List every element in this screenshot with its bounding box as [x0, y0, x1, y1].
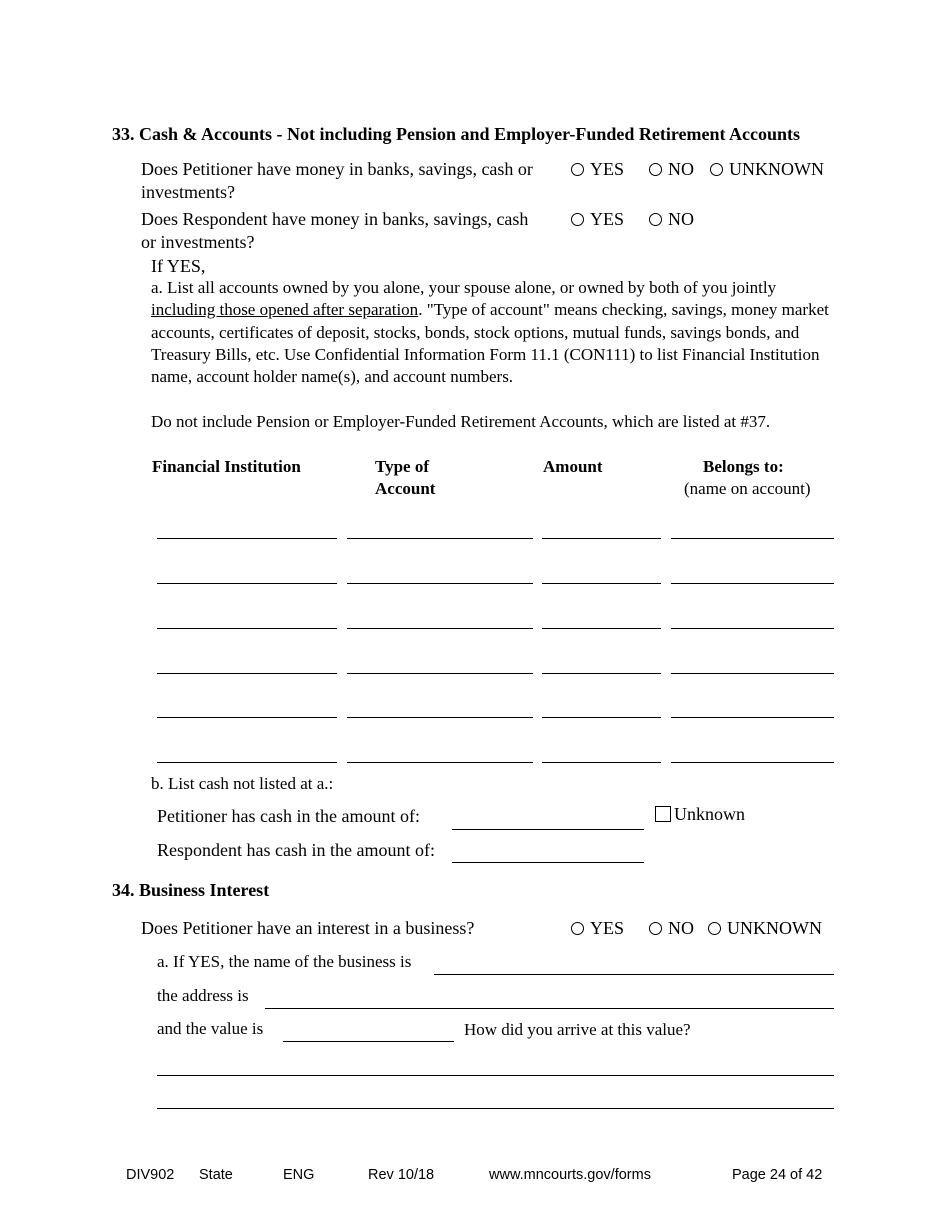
institution-field-1[interactable]	[157, 538, 337, 539]
section-33-heading: 33. Cash & Accounts - Not including Pension and Employer-Funded Retirement Accounts	[112, 124, 801, 144]
petitioner-cash-label: Petitioner has cash in the amount of:	[157, 806, 420, 826]
if-yes-label: If YES,	[151, 256, 206, 276]
col-type-line2: Account	[375, 479, 436, 498]
radio-label: YES	[590, 159, 625, 179]
type-field-5[interactable]	[347, 717, 533, 718]
type-field-1[interactable]	[347, 538, 533, 539]
radio-circle-icon	[649, 213, 662, 226]
amount-field-3[interactable]	[542, 628, 661, 629]
type-field-2[interactable]	[347, 583, 533, 584]
petitioner-money-question-line2: investments?	[141, 182, 235, 202]
footer-language: ENG	[283, 1167, 315, 1183]
respondent-money-question-line1: Does Respondent have money in banks, savings, cash	[141, 209, 529, 229]
institution-field-6[interactable]	[157, 762, 337, 763]
business-value-field[interactable]	[283, 1041, 454, 1042]
petitioner-money-no-radio[interactable]	[649, 158, 694, 180]
radio-label: UNKNOWN	[729, 159, 824, 179]
section-34-heading: 34. Business Interest	[112, 880, 270, 900]
radio-circle-icon	[708, 922, 721, 935]
amount-field-5[interactable]	[542, 717, 661, 718]
value-method-field-2[interactable]	[157, 1108, 834, 1109]
radio-label: YES	[590, 918, 625, 938]
respondent-money-no-radio[interactable]	[649, 208, 694, 230]
col-type-line1: Type of	[375, 457, 429, 476]
para-a-rest: . "Type of account" means checking, savings, money market accounts, certificates of deposit, stocks, bonds, stock options, mutual funds, savings bonds, and Treasury Bills, etc. Use Confidential Information Form 11.1 (CON111) to list Financial Institution name, account holder name(s), and account numbers.	[151, 300, 829, 387]
business-name-field[interactable]	[434, 974, 834, 975]
radio-label: NO	[668, 918, 694, 938]
footer-revision: Rev 10/18	[368, 1167, 435, 1183]
type-field-6[interactable]	[347, 762, 533, 763]
checkbox-square-icon	[655, 806, 671, 822]
business-name-label: a. If YES, the name of the business is	[157, 952, 412, 971]
amount-field-1[interactable]	[542, 538, 661, 539]
cash-b-label: b. List cash not listed at a.:	[151, 774, 334, 793]
radio-circle-icon	[649, 163, 662, 176]
radio-circle-icon	[571, 922, 584, 935]
value-method-field-1[interactable]	[157, 1075, 834, 1076]
belongs-field-2[interactable]	[671, 583, 834, 584]
institution-field-2[interactable]	[157, 583, 337, 584]
footer-form-id: DIV902	[126, 1167, 175, 1183]
radio-label: NO	[668, 159, 694, 179]
footer-jurisdiction: State	[199, 1167, 233, 1183]
cash-unknown-checkbox[interactable]	[655, 803, 745, 825]
amount-field-2[interactable]	[542, 583, 661, 584]
checkbox-label: Unknown	[674, 804, 745, 824]
business-unknown-radio[interactable]	[708, 917, 822, 939]
amount-field-6[interactable]	[542, 762, 661, 763]
belongs-field-6[interactable]	[671, 762, 834, 763]
petitioner-money-question-line1: Does Petitioner have money in banks, savings, cash or	[141, 159, 533, 179]
instructions-paragraph-a	[151, 277, 841, 388]
para-a-underlined: including those opened after separation	[151, 300, 419, 320]
radio-label: NO	[668, 209, 694, 229]
footer-page-number: Page 24 of 42	[732, 1167, 823, 1183]
petitioner-cash-field[interactable]	[452, 829, 644, 830]
belongs-field-1[interactable]	[671, 538, 834, 539]
petitioner-money-yes-radio[interactable]	[571, 158, 624, 180]
amount-field-4[interactable]	[542, 673, 661, 674]
radio-label: YES	[590, 209, 625, 229]
respondent-money-question-line2: or investments?	[141, 232, 255, 252]
type-field-3[interactable]	[347, 628, 533, 629]
radio-circle-icon	[649, 922, 662, 935]
belongs-field-4[interactable]	[671, 673, 834, 674]
business-value-label: and the value is	[157, 1019, 264, 1038]
petitioner-money-unknown-radio[interactable]	[710, 158, 824, 180]
radio-circle-icon	[571, 213, 584, 226]
respondent-money-yes-radio[interactable]	[571, 208, 624, 230]
belongs-field-5[interactable]	[671, 717, 834, 718]
col-amount: Amount	[543, 457, 603, 476]
institution-field-3[interactable]	[157, 628, 337, 629]
business-address-label: the address is	[157, 986, 249, 1005]
radio-circle-icon	[710, 163, 723, 176]
col-belongs-to-sub: (name on account)	[684, 479, 811, 498]
col-belongs-to: Belongs to:	[703, 457, 784, 476]
institution-field-4[interactable]	[157, 673, 337, 674]
institution-field-5[interactable]	[157, 717, 337, 718]
radio-circle-icon	[571, 163, 584, 176]
belongs-field-3[interactable]	[671, 628, 834, 629]
respondent-cash-field[interactable]	[452, 862, 644, 863]
business-interest-question: Does Petitioner have an interest in a business?	[141, 918, 475, 938]
footer-url[interactable]: www.mncourts.gov/forms	[489, 1167, 651, 1183]
col-financial-institution: Financial Institution	[152, 457, 301, 476]
business-yes-radio[interactable]	[571, 917, 624, 939]
type-field-4[interactable]	[347, 673, 533, 674]
value-method-label: How did you arrive at this value?	[464, 1020, 691, 1039]
respondent-cash-label: Respondent has cash in the amount of:	[157, 840, 435, 860]
exclusion-note: Do not include Pension or Employer-Funded Retirement Accounts, which are listed at #37.	[151, 412, 771, 431]
business-address-field[interactable]	[265, 1008, 834, 1009]
para-a-text: a. List all accounts owned by you alone, your spouse alone, or owned by both of you jointly	[151, 278, 777, 297]
business-no-radio[interactable]	[649, 917, 694, 939]
radio-label: UNKNOWN	[727, 918, 822, 938]
